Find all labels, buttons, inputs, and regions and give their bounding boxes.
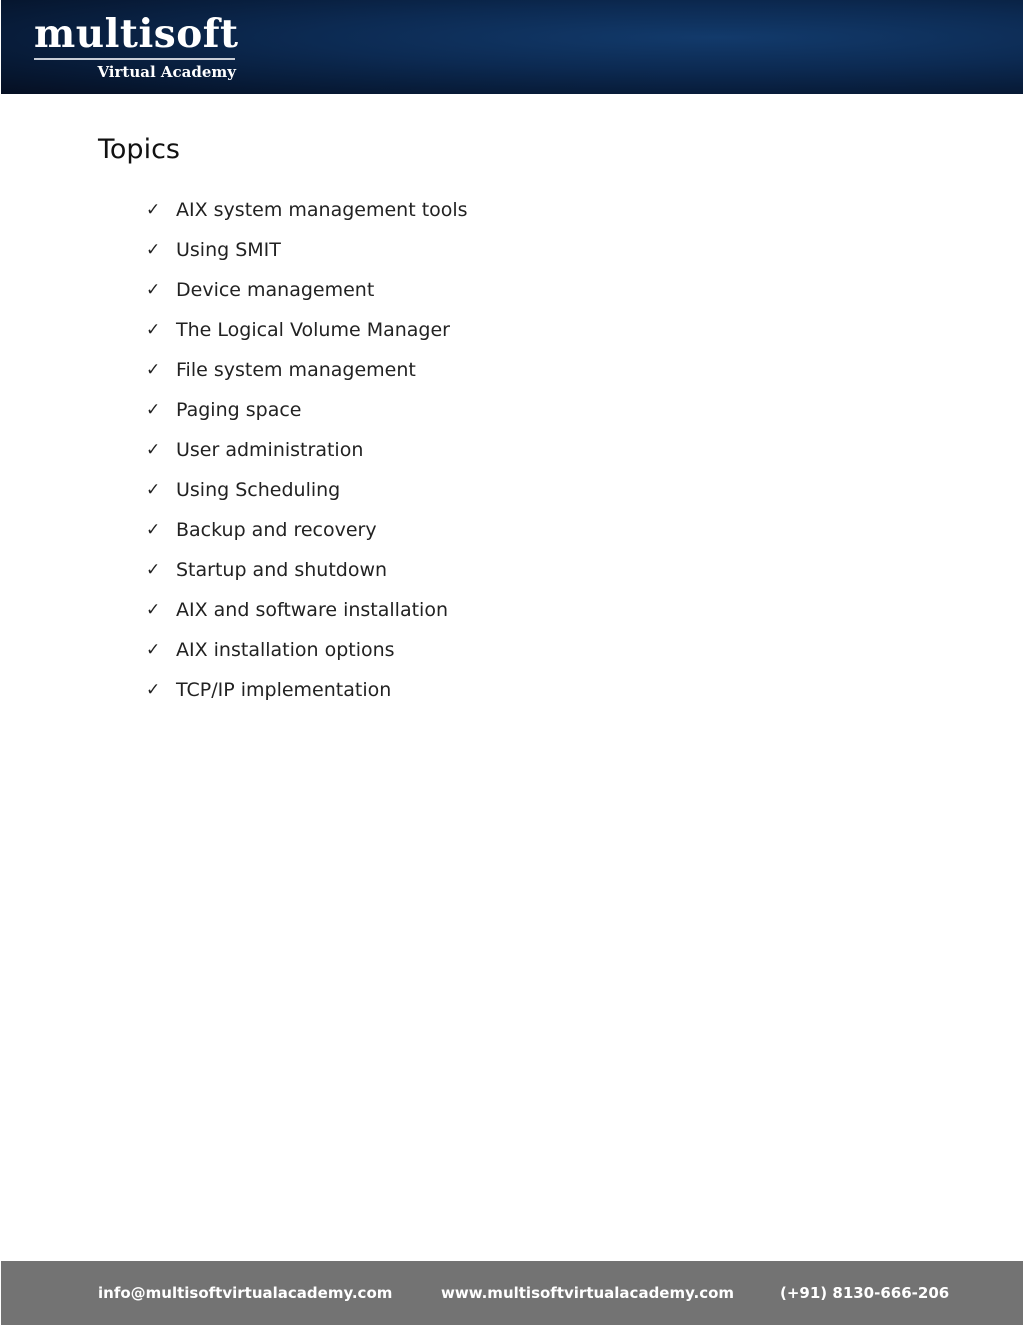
list-item	[146, 350, 468, 390]
list-item	[146, 550, 468, 590]
topic-label: The Logical Volume Manager	[176, 319, 450, 341]
checkmark-icon: ✓	[146, 240, 161, 260]
list-item	[146, 590, 468, 630]
list-item	[146, 430, 468, 470]
list-item	[146, 390, 468, 430]
topic-label: AIX installation options	[176, 639, 395, 661]
topic-label: Paging space	[176, 399, 302, 421]
topic-label: Device management	[176, 279, 375, 301]
checkmark-icon: ✓	[146, 400, 161, 420]
list-item	[146, 270, 468, 310]
list-item	[146, 310, 468, 350]
topic-label: Using Scheduling	[176, 479, 341, 501]
checkmark-icon: ✓	[146, 480, 161, 500]
topic-list	[146, 190, 468, 710]
list-item	[146, 470, 468, 510]
topic-label: User administration	[176, 439, 364, 461]
checkmark-icon: ✓	[146, 440, 161, 460]
page-header	[1, 0, 1023, 94]
checkmark-icon: ✓	[146, 680, 161, 700]
topic-label: File system management	[176, 359, 416, 381]
list-item	[146, 630, 468, 670]
list-item	[146, 670, 468, 710]
checkmark-icon: ✓	[146, 200, 161, 220]
checkmark-icon: ✓	[146, 320, 161, 340]
page-footer	[1, 1261, 1023, 1325]
checkmark-icon: ✓	[146, 600, 161, 620]
topic-label: Using SMIT	[176, 239, 281, 261]
footer-email-link[interactable]: info@multisoftvirtualacademy.com	[98, 1284, 393, 1302]
logo-wordmark: multisoft	[34, 11, 239, 57]
topic-label: AIX and software installation	[176, 599, 448, 621]
checkmark-icon: ✓	[146, 560, 161, 580]
checkmark-icon: ✓	[146, 640, 161, 660]
checkmark-icon: ✓	[146, 360, 161, 380]
list-item	[146, 190, 468, 230]
footer-website-link[interactable]: www.multisoftvirtualacademy.com	[441, 1284, 735, 1302]
topic-label: AIX system management tools	[176, 199, 468, 221]
list-item	[146, 510, 468, 550]
footer-phone: (+91) 8130-666-206	[780, 1284, 950, 1302]
topic-label: Startup and shutdown	[176, 559, 388, 581]
checkmark-icon: ✓	[146, 520, 161, 540]
topic-label: Backup and recovery	[176, 519, 377, 541]
topic-label: TCP/IP implementation	[176, 679, 392, 701]
multisoft-logo	[34, 11, 239, 81]
logo-tagline: Virtual Academy	[97, 63, 236, 81]
logo-divider	[34, 58, 235, 60]
list-item	[146, 230, 468, 270]
page-title: Topics	[98, 134, 180, 165]
checkmark-icon: ✓	[146, 280, 161, 300]
